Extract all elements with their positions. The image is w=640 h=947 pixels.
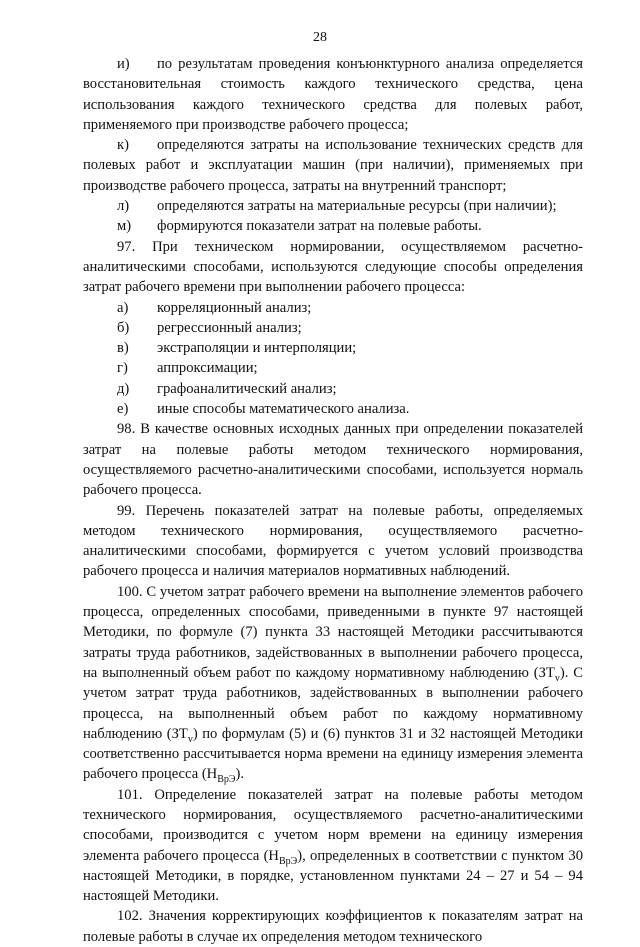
list-marker: е) <box>117 401 129 418</box>
list-text: иные способы математического анализа. <box>157 401 410 418</box>
list-marker: м) <box>117 218 132 235</box>
p101-text-1: 101. Определение показателей затрат на полевые работы методом технического нормирования, осуществляемого расчетно-аналитическими способами, производится с учетом норм времени на единицу измерения элемента рабочего процесса (Н <box>83 786 583 864</box>
page-number: 28 <box>313 30 327 45</box>
document-body <box>83 54 583 947</box>
list-item-k <box>83 135 583 196</box>
list-text: по результатам проведения конъюнктурного анализа определяется восстановительная стоимость каждого технического средства, цена использования каждого технического средства для полевых работ, применяемого при производстве рабочего процесса; <box>83 56 583 133</box>
list-marker: а) <box>117 299 129 316</box>
list-item-m <box>83 216 583 236</box>
method-item-d <box>83 379 583 399</box>
paragraph-101 <box>83 785 583 907</box>
list-marker: г) <box>117 360 128 377</box>
list-text: графоаналитический анализ; <box>157 380 337 397</box>
p101-text-2: ), определенных в соответствии с пунктом 30 настоящей Методики, в порядке, установленном пунктами 24 – 27 и 54 – 94 настоящей Методики. <box>83 847 583 905</box>
list-marker: б) <box>117 319 130 336</box>
p100-text-3: ) по формулам (5) и (6) пунктов 31 и 32 настоящей Методики соответственно рассчитывается норма времени на единицу измерения элемента рабочего процесса (Н <box>83 725 584 783</box>
p100-text-4: ). <box>235 766 245 783</box>
list-item-l <box>83 196 583 216</box>
list-text: регрессионный анализ; <box>157 319 302 336</box>
list-text: экстраполяции и интерполяции; <box>157 340 357 357</box>
p100-text-1: 100. С учетом затрат рабочего времени на выполнение элементов рабочего процесса, определенных способами, приведенными в пункте 97 настоящей Методики, по формуле (7) пункта 33 настоящей Методики рассчитываются затраты труда работников, задействованных в выполнении рабочего процесса, на выполненный объем работ по каждому нормативному наблюдению (ЗТ <box>83 583 583 681</box>
list-marker: к) <box>117 137 129 154</box>
list-text: формируются показатели затрат на полевые работы. <box>157 218 482 235</box>
method-item-b <box>83 318 583 338</box>
list-text: определяются затраты на материальные ресурсы (при наличии); <box>157 198 557 215</box>
p100-subscript-3: ВрЭ <box>217 774 236 786</box>
method-item-v <box>83 338 583 358</box>
list-marker: и) <box>117 56 130 72</box>
paragraph-102: 102. Значения корректирующих коэффициентов к показателям затрат на полевые работы в случае их определения методом технического <box>83 908 583 945</box>
list-marker: д) <box>117 380 130 397</box>
method-item-a <box>83 298 583 318</box>
list-text: аппроксимации; <box>157 360 258 377</box>
p100-text-2: ). С учетом затрат труда работников, задействованных в выполнении рабочего процесса, на выполненный объем работ по каждому нормативному наблюдению (ЗТ <box>83 664 583 742</box>
p101-subscript-1: ВрЭ <box>278 855 298 867</box>
paragraph-97: 97. При техническом нормировании, осуществляемом расчетно-аналитическими способами, используются следующие способы определения затрат рабочего времени при выполнении рабочего процесса: <box>83 238 583 296</box>
paragraph-99: 99. Перечень показателей затрат на полевые работы, определяемых методом технического нормирования, осуществляемого расчетно-аналитическими способами, формируется с учетом условий производства рабочего процесса и наличия материалов нормативных наблюдений. <box>83 502 583 580</box>
list-item-i <box>83 54 583 135</box>
list-marker: в) <box>117 340 129 357</box>
list-text: определяются затраты на использование технических средств для полевых работ и эксплуатации машин (при наличии), применяемых при производстве рабочего процесса, затраты на внутренний транспорт; <box>83 137 583 194</box>
p100-subscript-1: v <box>554 672 560 684</box>
list-text: корреляционный анализ; <box>157 299 312 316</box>
paragraph-98: 98. В качестве основных исходных данных при определении показателей затрат на полевые работы методом технического нормирования, осуществляемого расчетно-аналитическими способами, используется нормаль рабочего процесса. <box>83 421 583 499</box>
list-marker: л) <box>117 198 130 215</box>
method-item-g <box>83 358 583 378</box>
method-item-e <box>83 399 583 419</box>
paragraph-100 <box>83 582 583 785</box>
p100-subscript-2: v <box>187 733 193 745</box>
